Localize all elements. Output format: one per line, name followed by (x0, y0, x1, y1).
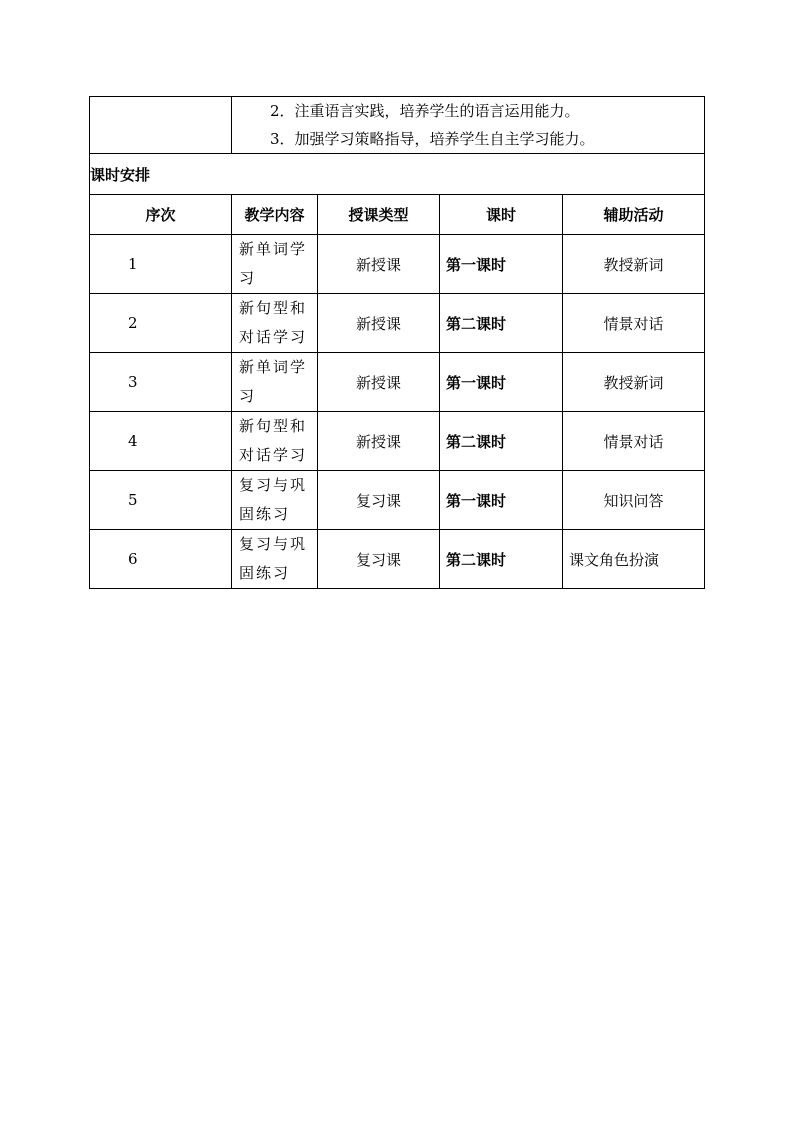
row-type: 新授课 (318, 412, 440, 471)
row-activity: 课文角色扮演 (563, 530, 705, 589)
row-type: 新授课 (318, 235, 440, 294)
row-activity: 教授新词 (563, 353, 705, 412)
table-row (90, 353, 705, 412)
goal-item-2: 2．注重语言实践，培养学生的语言运用能力。 (270, 102, 580, 120)
row-activity: 情景对话 (563, 412, 705, 471)
schedule-table (89, 96, 705, 589)
row-seq: 1 (90, 235, 232, 294)
row-activity: 情景对话 (563, 294, 705, 353)
row-content: 新单词学习 (232, 235, 318, 294)
row-type: 复习课 (318, 530, 440, 589)
row-content: 新句型和对话学习 (232, 294, 318, 353)
row-seq: 5 (90, 471, 232, 530)
goal-item-3: 3．加强学习策略指导，培养学生自主学习能力。 (270, 130, 595, 148)
header-content: 教学内容 (232, 195, 318, 235)
row-seq: 2 (90, 294, 232, 353)
section-row (90, 154, 705, 195)
row-hour: 第二课时 (440, 294, 563, 353)
row-content: 复习与巩固练习 (232, 530, 318, 589)
table-row (90, 412, 705, 471)
goals-cell (232, 97, 705, 154)
row-activity: 教授新词 (563, 235, 705, 294)
row-seq: 6 (90, 530, 232, 589)
header-row (90, 195, 705, 235)
table-row (90, 235, 705, 294)
header-hour: 课时 (440, 195, 563, 235)
row-activity: 知识问答 (563, 471, 705, 530)
header-activity: 辅助活动 (563, 195, 705, 235)
row-content: 复习与巩固练习 (232, 471, 318, 530)
row-seq: 3 (90, 353, 232, 412)
row-hour: 第二课时 (440, 530, 563, 589)
table-row (90, 294, 705, 353)
header-seq: 序次 (90, 195, 232, 235)
row-hour: 第一课时 (440, 471, 563, 530)
row-content: 新单词学习 (232, 353, 318, 412)
row-seq: 4 (90, 412, 232, 471)
row-content: 新句型和对话学习 (232, 412, 318, 471)
row-hour: 第二课时 (440, 412, 563, 471)
row-type: 复习课 (318, 471, 440, 530)
table-row (90, 471, 705, 530)
header-type: 授课类型 (318, 195, 440, 235)
row-type: 新授课 (318, 353, 440, 412)
section-title: 课时安排 (90, 154, 705, 195)
row-type: 新授课 (318, 294, 440, 353)
goals-row (90, 97, 705, 154)
row-hour: 第一课时 (440, 353, 563, 412)
row-hour: 第一课时 (440, 235, 563, 294)
goals-label-cell (90, 97, 232, 154)
table-row (90, 530, 705, 589)
